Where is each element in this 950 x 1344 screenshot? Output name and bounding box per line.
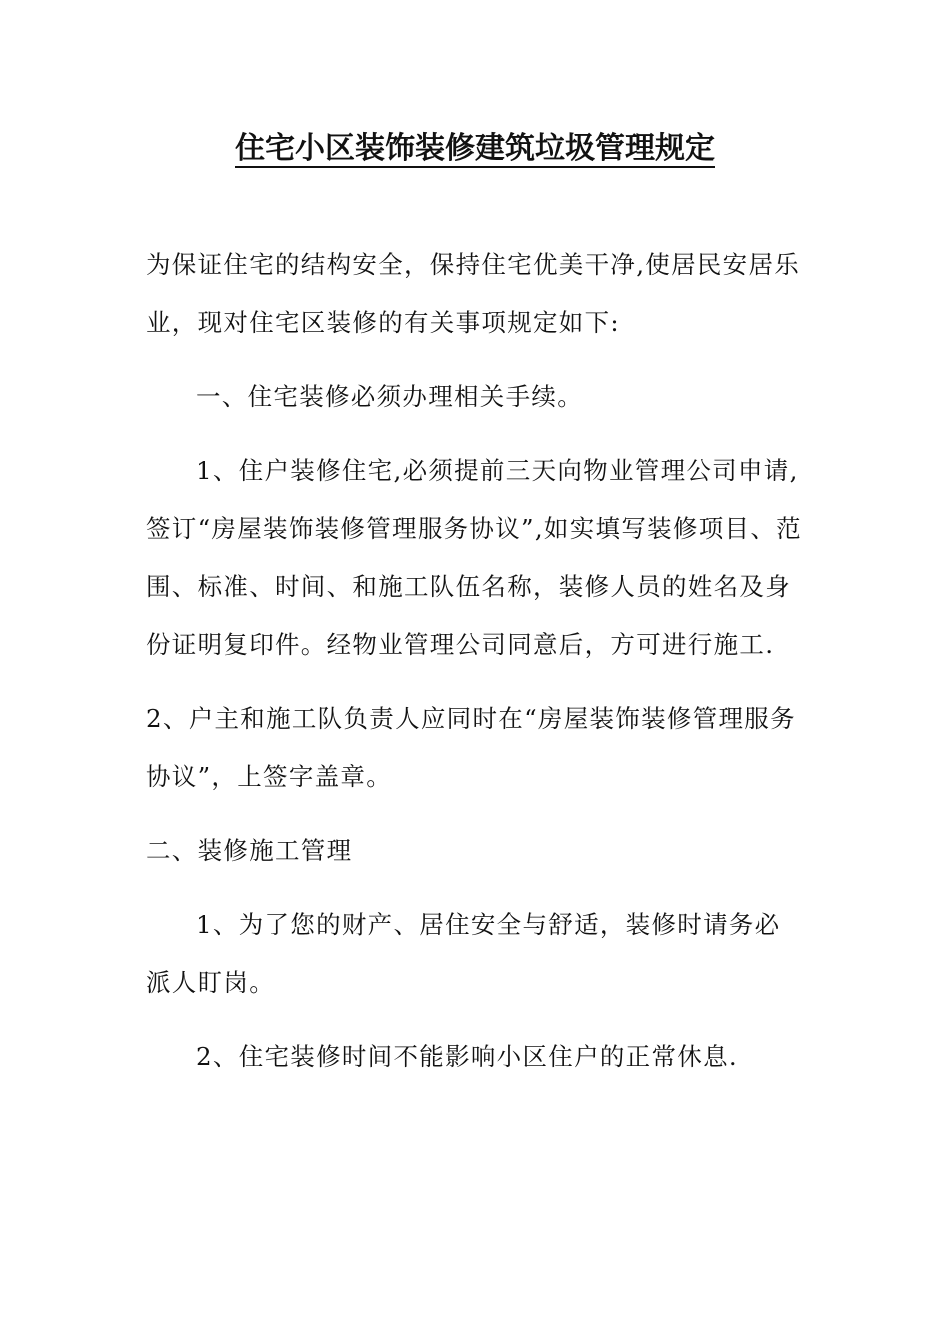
intro-paragraph: 为保证住宅的结构安全，保持住宅优美干净,使居民安居乐业，现对住宅区装修的有关事项规定如下: [146,250,801,337]
document-title [0,124,950,174]
section-1-heading: 一、住宅装修必须办理相关手续。 [196,382,583,411]
section-1-item-2: 2、户主和施工队负责人应同时在“房屋装饰装修管理服务协议”，上签字盖章。 [146,704,796,791]
section-1-item-1: 1、住户装修住宅,必须提前三天向物业管理公司申请,签订“房屋装饰装修管理服务协议”,如实填写装修项目、范围、标准、时间、和施工队伍名称，装修人员的姓名及身份证明复印件。经物业管理公司同意后，方可进行施工. [146,456,802,659]
section-2-heading: 二、装修施工管理 [146,836,353,865]
document-title-text: 住宅小区装饰装修建筑垃圾管理规定 [235,131,715,166]
section-2-item-2: 2、住宅装修时间不能影响小区住户的正常休息. [196,1042,738,1071]
document-body [146,236,806,1086]
section-2-item-1: 1、为了您的财产、居住安全与舒适，装修时请务必派人盯岗。 [146,910,781,997]
